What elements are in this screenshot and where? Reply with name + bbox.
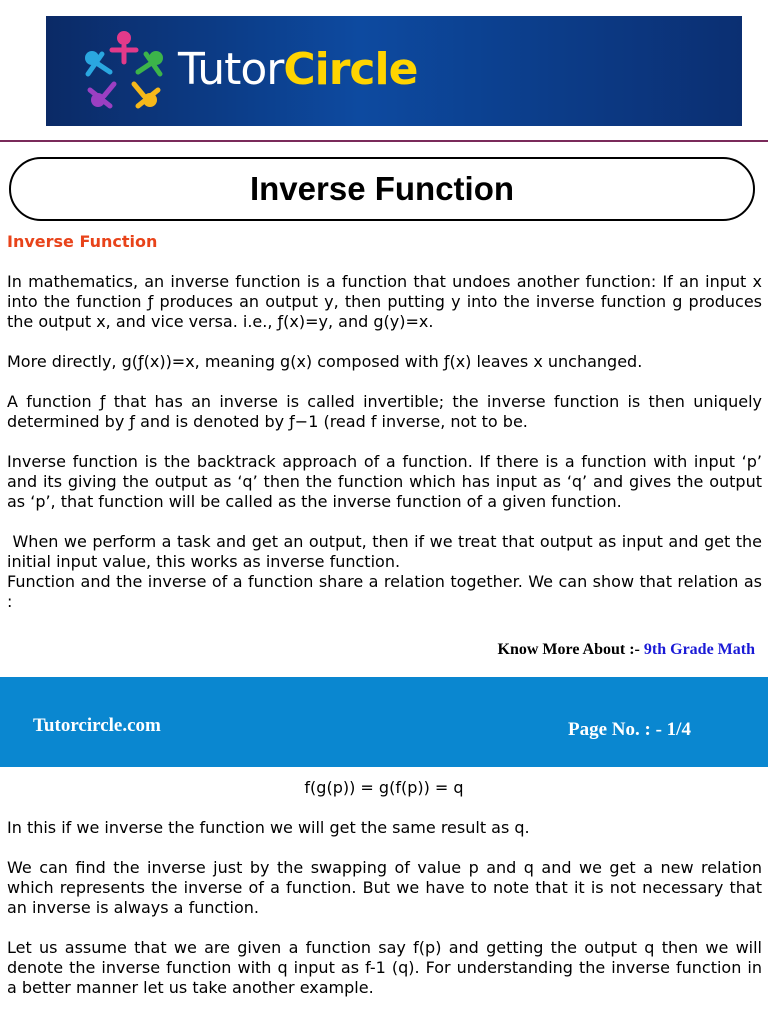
know-more-link[interactable]: 9th Grade Math	[643, 641, 755, 658]
brand-logo[interactable]	[178, 44, 417, 96]
know-more	[498, 641, 755, 659]
paragraph: Let us assume that we are given a function say f(p) and getting the output q then we will denote the inverse function with q input as f-1 (q). For understanding the inverse function in a better manner let us take another example.	[7, 938, 762, 997]
title-box	[9, 157, 755, 221]
page1-content	[7, 232, 768, 612]
paragraph: More directly, g(ƒ(x))=x, meaning g(x) composed with ƒ(x) leaves x unchanged.	[7, 352, 643, 371]
paragraph: A function ƒ that has an inverse is called invertible; the inverse function is then uniquely determined by ƒ and is denoted by ƒ−1 (read f inverse, not to be.	[7, 392, 762, 431]
paragraph: Function and the inverse of a function share a relation together. We can show that relation as :	[7, 572, 762, 611]
section-heading: Inverse Function	[7, 232, 158, 251]
know-more-label: Know More About :-	[497, 641, 640, 658]
page-title: Inverse Function	[249, 170, 515, 207]
paragraph: When we perform a task and get an output, then if we treat that output as input and get the initial input value, this works as inverse function.	[7, 532, 768, 571]
header-banner	[46, 16, 742, 126]
page2-content	[7, 818, 762, 1018]
page-number: Page No. : - 1/4	[568, 719, 691, 740]
page-footer	[0, 677, 768, 767]
brand-word-tutor: Tutor	[178, 44, 284, 95]
paragraph: Inverse function is the backtrack approach of a function. If there is a function with input ‘p’ and its giving the output as ‘q’ then the function which has input as ‘q’ and gives the output as ‘p’, that function will be called as the inverse function of a given function.	[7, 452, 762, 511]
paragraph: In mathematics, an inverse function is a function that undoes another function: If an input x into the function ƒ produces an output y, then putting y into the inverse function g produces the output x, and vice versa. i.e., ƒ(x)=y, and g(y)=x.	[7, 272, 762, 331]
paragraph: In this if we inverse the function we will get the same result as q.	[7, 818, 530, 837]
brand-word-circle: Circle	[283, 44, 418, 95]
header-divider	[0, 140, 768, 142]
paragraph: We can find the inverse just by the swapping of value p and q and we get a new relation which represents the inverse of a function. But we have to note that it is not necessary that an inverse is always a function.	[7, 858, 762, 917]
people-circle-logo-icon	[76, 24, 172, 120]
footer-site-link[interactable]: Tutorcircle.com	[33, 715, 161, 736]
formula: f(g(p)) = g(f(p)) = q	[304, 778, 464, 797]
